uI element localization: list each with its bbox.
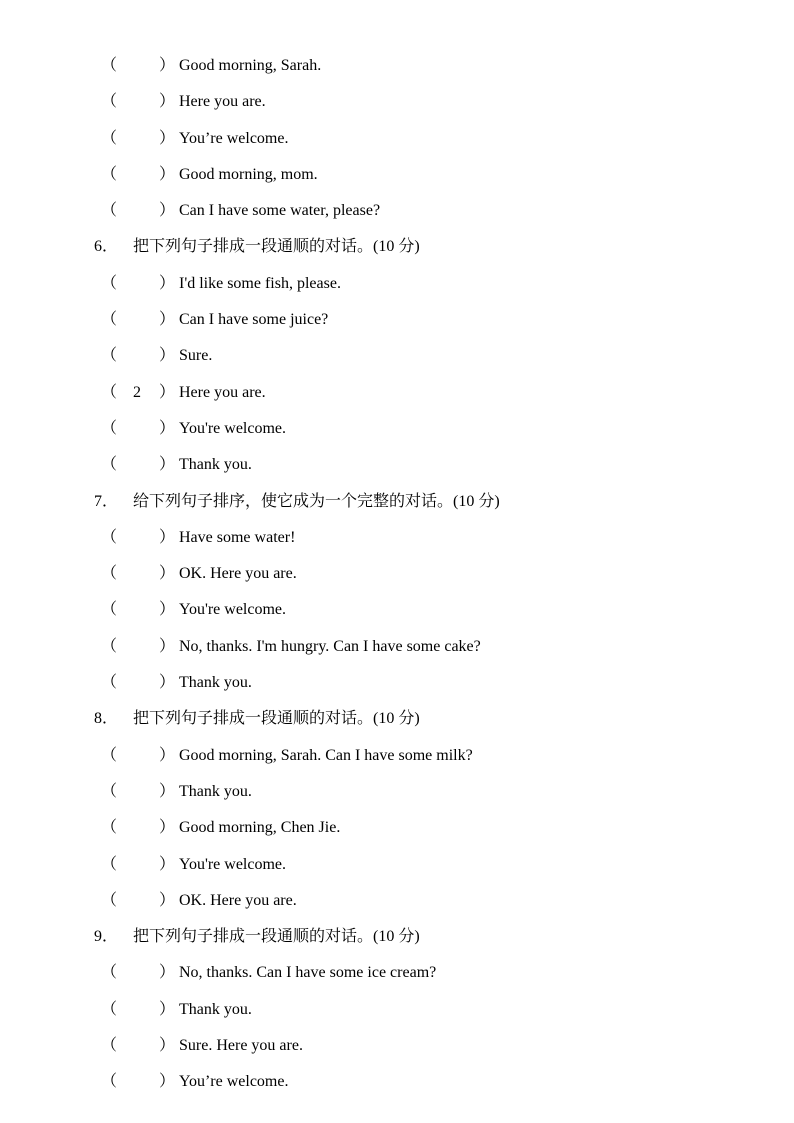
dialogue-sentence: Here you are. xyxy=(179,93,266,111)
dialogue-sentence: Good morning, Sarah. Can I have some milk? xyxy=(179,746,473,764)
dialogue-sentence: Can I have some water, please? xyxy=(179,202,381,220)
close-paren: ） xyxy=(159,891,176,909)
dialogue-sentence: Good morning, Chen Jie. xyxy=(179,819,341,837)
dialogue-sentence: Good morning, mom. xyxy=(179,165,318,183)
close-paren: ） xyxy=(159,311,176,329)
question-heading xyxy=(0,229,794,265)
question-heading xyxy=(0,919,794,955)
close-paren: ） xyxy=(159,419,176,437)
ordering-item xyxy=(0,1064,794,1100)
answer-blank[interactable]: 2 xyxy=(133,383,141,401)
dialogue-sentence: No, thanks. I'm hungry. Can I have some cake? xyxy=(179,637,481,655)
open-paren: （ xyxy=(101,891,118,909)
ordering-item xyxy=(0,447,794,483)
ordering-item xyxy=(0,193,794,229)
dialogue-sentence: Thank you. xyxy=(179,1000,252,1018)
open-paren: （ xyxy=(101,1037,118,1055)
question-number: 9． xyxy=(94,928,119,946)
ordering-item xyxy=(0,48,794,84)
open-paren: （ xyxy=(101,419,118,437)
question-heading xyxy=(0,484,794,520)
question-instruction: 把下列句子排成一段通顺的对话。(10 分) xyxy=(133,928,420,946)
open-paren: （ xyxy=(101,819,118,837)
close-paren: ） xyxy=(159,57,176,74)
question-instruction: 给下列句子排序，使它成为一个完整的对话。(10 分) xyxy=(133,492,500,510)
close-paren: ） xyxy=(159,674,176,692)
question-instruction: 把下列句子排成一段通顺的对话。(10 分) xyxy=(133,710,420,728)
ordering-item xyxy=(0,992,794,1028)
close-paren: ） xyxy=(159,93,176,111)
ordering-item xyxy=(0,883,794,919)
dialogue-sentence: You’re welcome. xyxy=(179,1073,289,1091)
dialogue-sentence: Sure. xyxy=(179,347,213,365)
question-number: 6． xyxy=(94,238,119,256)
open-paren: （ xyxy=(101,347,118,365)
open-paren: （ xyxy=(101,165,118,183)
open-paren: （ xyxy=(101,202,118,220)
open-paren: （ xyxy=(101,1073,118,1091)
ordering-item xyxy=(0,84,794,120)
dialogue-sentence: Here you are. xyxy=(179,383,266,401)
ordering-item xyxy=(0,266,794,302)
dialogue-sentence: Have some water! xyxy=(179,528,296,546)
ordering-item xyxy=(0,774,794,810)
ordering-item xyxy=(0,411,794,447)
close-paren: ） xyxy=(159,383,176,401)
dialogue-sentence: Can I have some juice? xyxy=(179,311,329,329)
dialogue-sentence: You're welcome. xyxy=(179,601,287,619)
open-paren: （ xyxy=(101,855,118,873)
dialogue-sentence: No, thanks. Can I have some ice cream? xyxy=(179,964,437,982)
open-paren: （ xyxy=(101,129,118,147)
close-paren: ） xyxy=(159,165,176,183)
close-paren: ） xyxy=(159,528,176,546)
ordering-item xyxy=(0,338,794,374)
close-paren: ） xyxy=(159,1000,176,1018)
close-paren: ） xyxy=(159,855,176,873)
close-paren: ） xyxy=(159,1073,176,1091)
ordering-item xyxy=(0,665,794,701)
ordering-item xyxy=(0,302,794,338)
open-paren: （ xyxy=(101,782,118,800)
dialogue-sentence: I'd like some fish, please. xyxy=(179,274,341,292)
question-instruction: 把下列句子排成一段通顺的对话。(10 分) xyxy=(133,238,420,256)
open-paren: （ xyxy=(101,57,118,74)
dialogue-sentence: OK. Here you are. xyxy=(179,891,297,909)
dialogue-sentence: Thank you. xyxy=(179,456,252,474)
open-paren: （ xyxy=(101,746,118,764)
open-paren: （ xyxy=(101,674,118,692)
open-paren: （ xyxy=(101,601,118,619)
close-paren: ） xyxy=(159,964,176,982)
close-paren: ） xyxy=(159,565,176,583)
question-number: 7． xyxy=(94,492,119,510)
close-paren: ） xyxy=(159,819,176,837)
dialogue-sentence: Thank you. xyxy=(179,674,252,692)
dialogue-sentence: Thank you. xyxy=(179,782,252,800)
ordering-item xyxy=(0,738,794,774)
open-paren: （ xyxy=(101,311,118,329)
dialogue-sentence: You're welcome. xyxy=(179,855,287,873)
ordering-item xyxy=(0,520,794,556)
dialogue-sentence: You're welcome. xyxy=(179,419,287,437)
close-paren: ） xyxy=(159,782,176,800)
ordering-item xyxy=(0,157,794,193)
close-paren: ） xyxy=(159,1037,176,1055)
open-paren: （ xyxy=(101,274,118,292)
close-paren: ） xyxy=(159,129,176,147)
close-paren: ） xyxy=(159,202,176,220)
question-heading xyxy=(0,701,794,737)
open-paren: （ xyxy=(101,383,118,401)
ordering-item xyxy=(0,1028,794,1064)
ordering-item xyxy=(0,629,794,665)
close-paren: ） xyxy=(159,746,176,764)
close-paren: ） xyxy=(159,347,176,365)
dialogue-sentence: You’re welcome. xyxy=(179,129,289,147)
close-paren: ） xyxy=(159,601,176,619)
open-paren: （ xyxy=(101,93,118,111)
open-paren: （ xyxy=(101,456,118,474)
ordering-item xyxy=(0,121,794,157)
ordering-item xyxy=(0,592,794,628)
ordering-item xyxy=(0,556,794,592)
dialogue-sentence: Sure. Here you are. xyxy=(179,1037,303,1055)
close-paren: ） xyxy=(159,456,176,474)
open-paren: （ xyxy=(101,528,118,546)
ordering-item xyxy=(0,847,794,883)
open-paren: （ xyxy=(101,637,118,655)
ordering-item xyxy=(0,810,794,846)
dialogue-sentence: OK. Here you are. xyxy=(179,565,297,583)
open-paren: （ xyxy=(101,964,118,982)
open-paren: （ xyxy=(101,1000,118,1018)
question-number: 8． xyxy=(94,710,119,728)
close-paren: ） xyxy=(159,274,176,292)
open-paren: （ xyxy=(101,565,118,583)
worksheet-page xyxy=(0,48,794,1101)
ordering-item xyxy=(0,955,794,991)
dialogue-sentence: Good morning, Sarah. xyxy=(179,57,322,74)
close-paren: ） xyxy=(159,637,176,655)
ordering-item xyxy=(0,375,794,411)
